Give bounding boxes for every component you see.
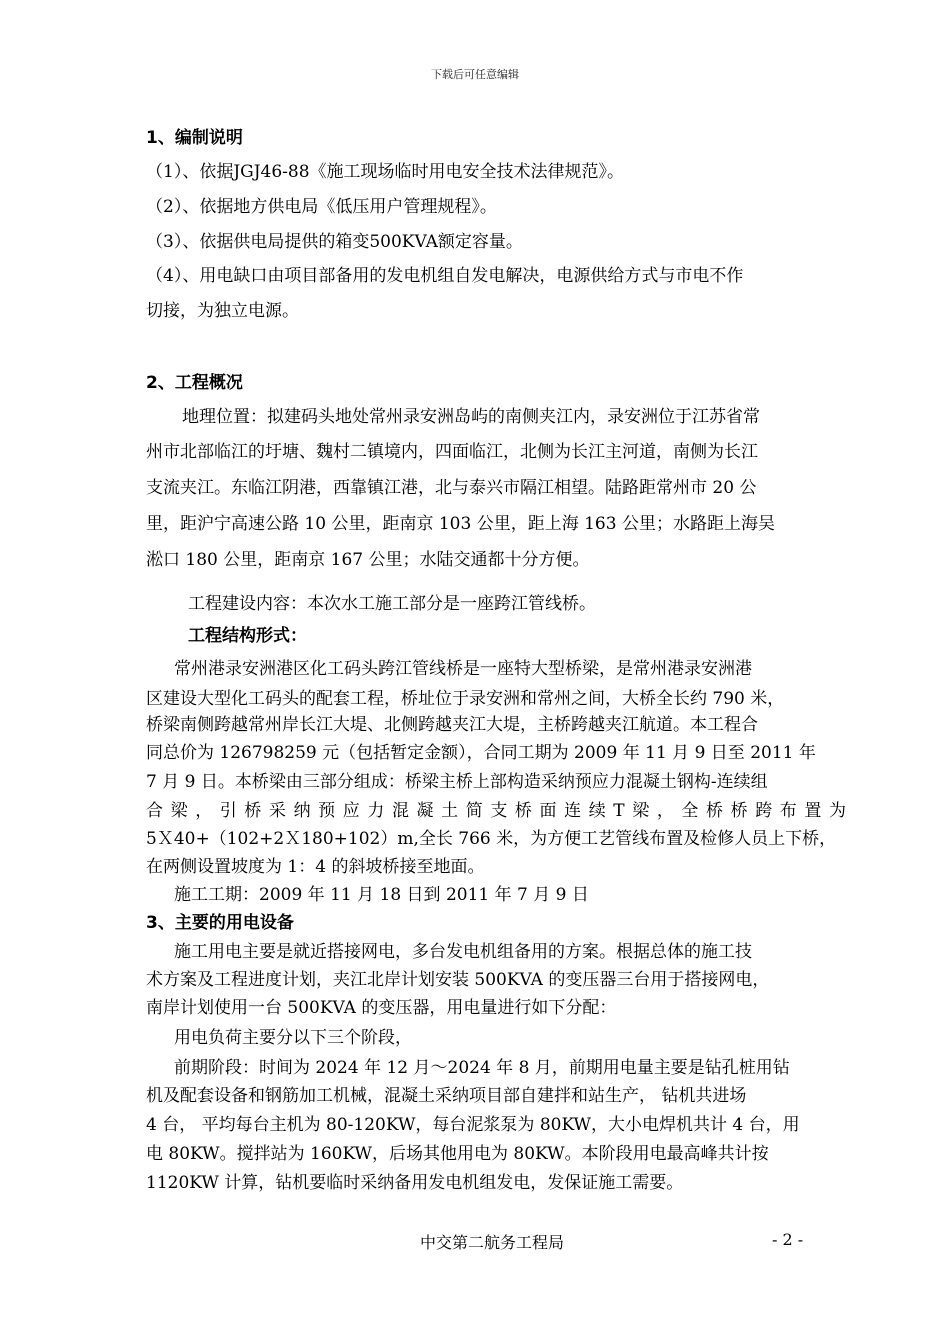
section-1-title: 1、编制说明	[146, 128, 243, 148]
section-1-item: 切接，为独立电源。	[146, 301, 299, 321]
footer-organization: 中交第二航务工程局	[420, 1233, 565, 1252]
early-paragraph-line: 电 80KW。搅拌站为 160KW，后场其他用电为 80KW。本阶段用电最高峰共计按	[146, 1144, 769, 1164]
section-1-item: （2）、依据地方供电局《低压用户管理规程》。	[146, 197, 497, 217]
structure-paragraph-line: 合 梁 ， 引 桥 采 纳 预 应 力 混 凝 土 简 支 桥 面 连 续 T 梁 ， 全 桥 桥 跨 布 置 为	[146, 801, 846, 821]
structure-paragraph-line: 5Ｘ40+（102+2Ｘ180+102）m,全长 766 米，为方便工艺管线布置及检修人员上下桥，	[146, 829, 837, 849]
structure-title: 工程结构形式：	[188, 626, 307, 646]
plan-paragraph-line: 施工用电主要是就近搭接网电，多台发电机组备用的方案。根据总体的施工技	[174, 942, 752, 962]
section-3-title: 3、主要的用电设备	[146, 913, 294, 933]
geo-paragraph-line: 淞口 180 公里，距南京 167 公里；水陆交通都十分方便。	[146, 550, 590, 570]
structure-paragraph-line: 在两侧设置坡度为 1：4 的斜坡桥接至地面。	[146, 857, 485, 877]
section-1-item: （4）、用电缺口由项目部备用的发电机组自发电解决，电源供给方式与市电不作	[146, 266, 744, 286]
geo-paragraph-line: 州市北部临江的圩塘、魏村二镇境内，四面临江，北侧为长江主河道，南侧为长江	[146, 442, 758, 462]
geo-paragraph-line: 支流夹江。东临江阴港，西靠镇江港，北与泰兴市隔江相望。陆路距常州市 20 公	[146, 478, 757, 498]
content-line: 工程建设内容：本次水工施工部分是一座跨江管线桥。	[188, 594, 596, 614]
geo-paragraph-line: 里，距沪宁高速公路 10 公里，距南京 103 公里，距上海 163 公里；水路距上海吴	[146, 514, 775, 534]
structure-paragraph-line: 区建设大型化工码头的配套工程，桥址位于录安洲和常州之间，大桥全长约 790 米，	[146, 689, 785, 709]
section-2-title: 2、工程概况	[146, 373, 243, 393]
structure-paragraph-line: 同总价为 126798259 元（包括暂定金额），合同工期为 2009 年 11 月 9 日至 2011 年	[146, 743, 816, 763]
structure-paragraph-line: 桥梁南侧跨越常州岸长江大堤、北侧跨越夹江大堤，主桥跨越夹江航道。本工程合	[146, 715, 758, 735]
early-paragraph-line: 前期阶段：时间为 2024 年 12 月～2024 年 8 月，前期用电量主要是钻孔桩用钻	[174, 1058, 790, 1078]
section-1-item: （1）、依据JGJ46-88《施工现场临时用电安全技术法律规范》。	[146, 162, 625, 182]
geo-paragraph-line: 地理位置：拟建码头地处常州录安洲岛屿的南侧夹江内，录安洲位于江苏省常	[182, 407, 760, 427]
early-paragraph-line: 1120KW 计算，钻机要临时采纳备用发电机组发电，发保证施工需要。	[146, 1173, 684, 1193]
plan-paragraph-line: 南岸计划使用一台 500KVA 的变压器，用电量进行如下分配：	[146, 998, 617, 1018]
period-line: 施工工期：2009 年 11 月 18 日到 2011 年 7 月 9 日	[174, 885, 589, 905]
section-1-item: （3）、依据供电局提供的箱变500KVA额定容量。	[146, 232, 523, 252]
plan-paragraph-line: 术方案及工程进度计划，夹江北岸计划安装 500KVA 的变压器三台用于搭接网电，	[146, 970, 770, 990]
early-paragraph-line: 机及配套设备和钢筋加工机械，混凝土采纳项目部自建拌和站生产， 钻机共进场	[146, 1086, 747, 1106]
early-paragraph-line: 4 台， 平均每台主机为 80-120KW，每台泥浆泵为 80KW，大小电焊机共计 4 台，用	[146, 1115, 800, 1135]
structure-paragraph-line: 7 月 9 日。本桥梁由三部分组成：桥梁主桥上部构造采纳预应力混凝土钢构-连续组	[146, 772, 768, 792]
page-number: - 2 -	[772, 1230, 804, 1249]
structure-paragraph-line: 常州港录安洲港区化工码头跨江管线桥是一座特大型桥梁，是常州港录安洲港	[174, 659, 752, 679]
load-line: 用电负荷主要分以下三个阶段，	[174, 1028, 412, 1048]
header-note: 下载后可任意编辑	[431, 68, 519, 81]
